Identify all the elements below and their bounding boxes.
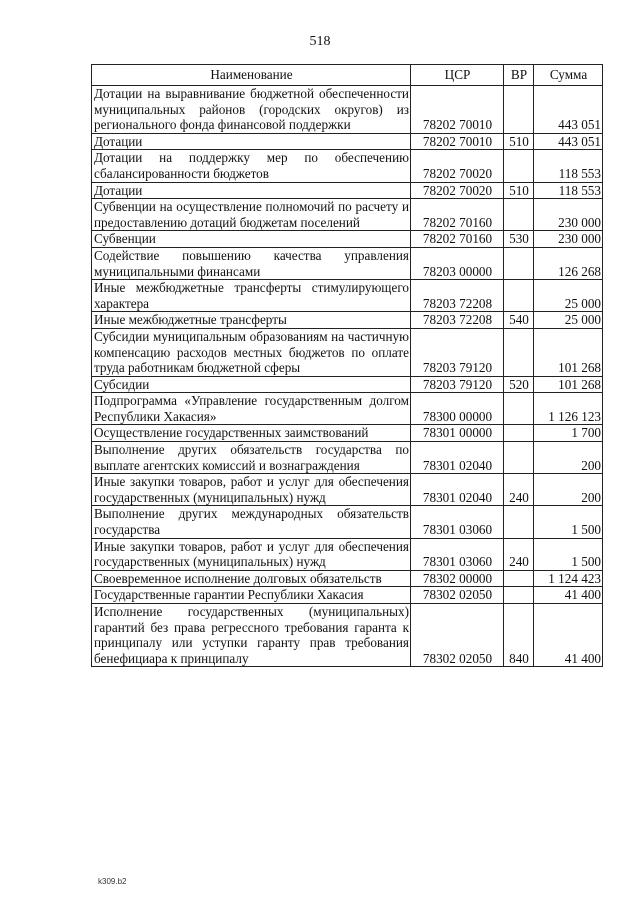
cell-name: Иные межбюджетные трансферты (92, 312, 411, 329)
cell-sum: 200 (534, 474, 603, 506)
table-row (92, 312, 603, 329)
cell-vr (504, 199, 534, 231)
table-row (92, 328, 603, 376)
table-row (92, 425, 603, 442)
cell-csr: 78203 72208 (411, 312, 504, 329)
table-row (92, 133, 603, 150)
table-row (92, 376, 603, 393)
cell-csr: 78203 72208 (411, 280, 504, 312)
table-row (92, 474, 603, 506)
table-row (92, 247, 603, 279)
cell-name: Исполнение государственных (муниципальных) гарантий без права регрессного требования гаранта к принципалу или уступки гаранту прав требования бенефициара к принципалу (92, 604, 411, 667)
cell-name: Субсидии муниципальным образованиям на частичную компенсацию расходов местных бюджетов по оплате труда работникам бюджетной сферы (92, 328, 411, 376)
cell-sum: 230 000 (534, 199, 603, 231)
cell-sum: 1 500 (534, 538, 603, 570)
cell-csr: 78202 70020 (411, 182, 504, 199)
cell-sum: 118 553 (534, 150, 603, 182)
cell-name: Дотации на поддержку мер по обеспечению сбалансированности бюджетов (92, 150, 411, 182)
cell-csr: 78301 00000 (411, 425, 504, 442)
cell-name: Выполнение других международных обязательств государства (92, 506, 411, 538)
cell-vr: 510 (504, 182, 534, 199)
cell-csr: 78202 70010 (411, 86, 504, 134)
table-row (92, 182, 603, 199)
cell-vr (504, 150, 534, 182)
cell-vr: 530 (504, 231, 534, 248)
cell-sum: 1 126 123 (534, 393, 603, 425)
header-vr: ВР (504, 65, 534, 86)
cell-vr: 840 (504, 604, 534, 667)
table-row (92, 570, 603, 587)
table-row (92, 231, 603, 248)
table-row (92, 199, 603, 231)
cell-name: Выполнение других обязательств государства по выплате агентских комиссий и вознаграждения (92, 442, 411, 474)
header-sum: Сумма (534, 65, 603, 86)
cell-name: Своевременное исполнение долговых обязательств (92, 570, 411, 587)
cell-sum: 41 400 (534, 587, 603, 604)
header-name: Наименование (92, 65, 411, 86)
cell-sum: 126 268 (534, 247, 603, 279)
header-csr: ЦСР (411, 65, 504, 86)
page-number: 518 (309, 34, 331, 49)
table-row (92, 150, 603, 182)
cell-name: Дотации (92, 133, 411, 150)
cell-csr: 78202 70010 (411, 133, 504, 150)
cell-name: Содействие повышению качества управления муниципальными финансами (92, 247, 411, 279)
cell-vr (504, 86, 534, 134)
cell-sum: 443 051 (534, 133, 603, 150)
cell-sum: 41 400 (534, 604, 603, 667)
table-row (92, 538, 603, 570)
cell-vr (504, 247, 534, 279)
cell-csr: 78203 79120 (411, 328, 504, 376)
cell-csr: 78301 02040 (411, 442, 504, 474)
cell-sum: 230 000 (534, 231, 603, 248)
cell-sum: 443 051 (534, 86, 603, 134)
cell-name: Субвенции (92, 231, 411, 248)
table-row (92, 604, 603, 667)
cell-csr: 78300 00000 (411, 393, 504, 425)
cell-name: Иные закупки товаров, работ и услуг для обеспечения государственных (муниципальных) нужд (92, 474, 411, 506)
table-row (92, 587, 603, 604)
cell-name: Осуществление государственных заимствований (92, 425, 411, 442)
table-row (92, 442, 603, 474)
cell-csr: 78202 70020 (411, 150, 504, 182)
cell-csr: 78302 02050 (411, 604, 504, 667)
table-row (92, 280, 603, 312)
cell-csr: 78301 02040 (411, 474, 504, 506)
cell-vr: 510 (504, 133, 534, 150)
cell-csr: 78302 02050 (411, 587, 504, 604)
cell-csr: 78202 70160 (411, 231, 504, 248)
cell-name: Субвенции на осуществление полномочий по расчету и предоставлению дотаций бюджетам поселений (92, 199, 411, 231)
cell-sum: 1 124 423 (534, 570, 603, 587)
table-row (92, 506, 603, 538)
table-body (92, 86, 603, 667)
cell-csr: 78301 03060 (411, 506, 504, 538)
cell-vr: 540 (504, 312, 534, 329)
table-header-row (92, 65, 603, 86)
cell-vr (504, 587, 534, 604)
cell-name: Иные закупки товаров, работ и услуг для обеспечения государственных (муниципальных) нужд (92, 538, 411, 570)
cell-sum: 200 (534, 442, 603, 474)
cell-sum: 25 000 (534, 312, 603, 329)
table-row (92, 393, 603, 425)
cell-vr: 240 (504, 474, 534, 506)
cell-csr: 78203 79120 (411, 376, 504, 393)
cell-name: Государственные гарантии Республики Хакасия (92, 587, 411, 604)
cell-vr: 240 (504, 538, 534, 570)
cell-sum: 118 553 (534, 182, 603, 199)
cell-name: Дотации (92, 182, 411, 199)
cell-vr (504, 393, 534, 425)
cell-vr: 520 (504, 376, 534, 393)
cell-vr (504, 280, 534, 312)
cell-vr (504, 506, 534, 538)
cell-sum: 25 000 (534, 280, 603, 312)
cell-vr (504, 328, 534, 376)
cell-vr (504, 570, 534, 587)
cell-name: Субсидии (92, 376, 411, 393)
table-row (92, 86, 603, 134)
cell-csr: 78203 00000 (411, 247, 504, 279)
cell-sum: 1 700 (534, 425, 603, 442)
cell-sum: 101 268 (534, 376, 603, 393)
cell-name: Иные межбюджетные трансферты стимулирующего характера (92, 280, 411, 312)
cell-name: Подпрограмма «Управление государственным долгом Республики Хакасия» (92, 393, 411, 425)
cell-csr: 78302 00000 (411, 570, 504, 587)
footer-code: k309.b2 (98, 877, 127, 886)
cell-csr: 78301 03060 (411, 538, 504, 570)
cell-csr: 78202 70160 (411, 199, 504, 231)
budget-table (91, 64, 603, 667)
cell-name: Дотации на выравнивание бюджетной обеспеченности муниципальных районов (городских округов) из регионального фонда финансовой поддержки (92, 86, 411, 134)
cell-sum: 101 268 (534, 328, 603, 376)
cell-vr (504, 425, 534, 442)
cell-sum: 1 500 (534, 506, 603, 538)
cell-vr (504, 442, 534, 474)
